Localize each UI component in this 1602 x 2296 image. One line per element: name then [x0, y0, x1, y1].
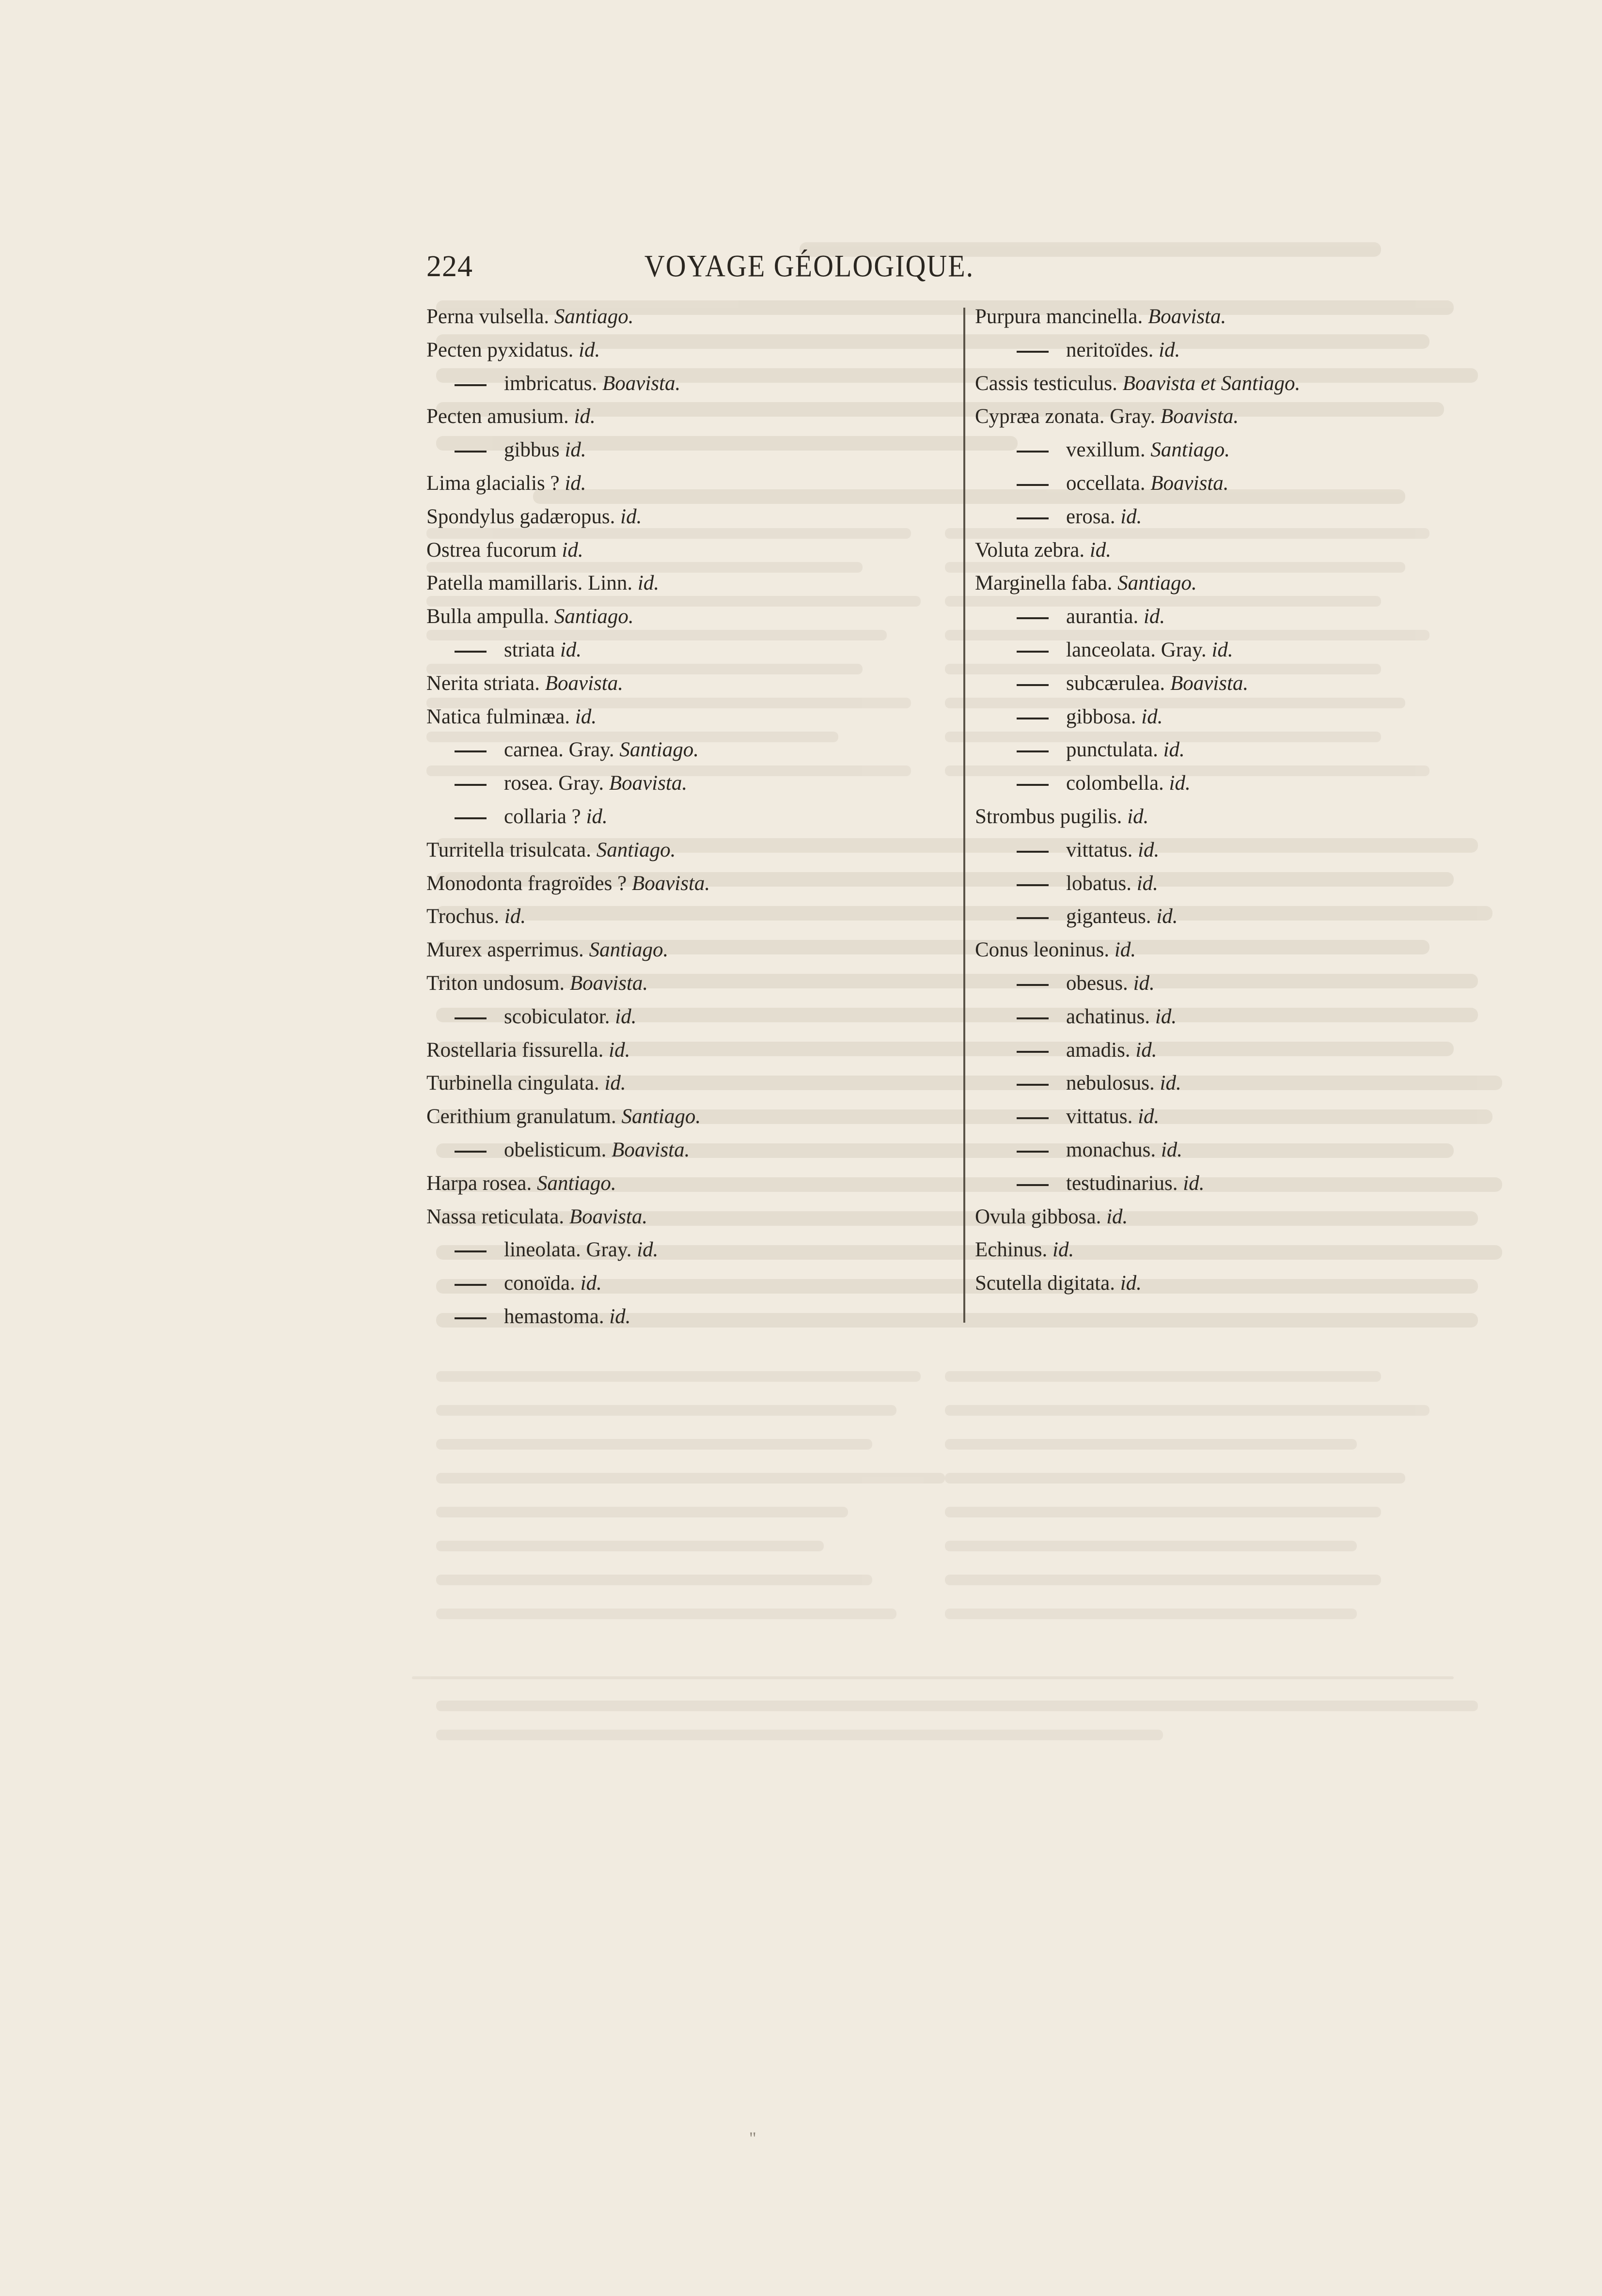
species-name: imbricatus.	[504, 372, 597, 395]
species-entry	[975, 800, 1508, 834]
ditto-dash	[1017, 984, 1049, 986]
species-name: Triton undosum.	[426, 971, 565, 995]
locality: id.	[1169, 772, 1191, 795]
species-entry	[975, 734, 1508, 767]
species-entry	[426, 434, 959, 467]
ditto-dash	[455, 784, 487, 786]
species-entry	[426, 567, 959, 600]
species-name: Trochus.	[426, 905, 500, 928]
locality: id.	[562, 538, 583, 562]
locality: id.	[1127, 805, 1149, 828]
species-name: carnea. Gray.	[504, 738, 614, 762]
ditto-dash	[455, 384, 487, 386]
page-number: 224	[426, 250, 473, 283]
locality: id.	[1052, 1238, 1074, 1262]
species-name: Cypræa zonata. Gray.	[975, 405, 1156, 428]
species-name: Pecten amusium.	[426, 405, 569, 428]
locality: id.	[1183, 1171, 1205, 1195]
species-name: gibbosa.	[1066, 705, 1136, 728]
species-name: Natica fulminæa.	[426, 705, 570, 728]
locality: id.	[637, 1238, 659, 1262]
ditto-dash	[1017, 351, 1049, 353]
species-list-left-column	[426, 300, 959, 1334]
species-entry	[426, 600, 959, 634]
species-entry	[975, 1067, 1508, 1100]
species-entry	[975, 1000, 1508, 1034]
locality: id.	[1136, 872, 1158, 895]
locality: id.	[609, 1038, 630, 1062]
species-entry	[426, 334, 959, 367]
species-name: neritoïdes.	[1066, 338, 1154, 361]
species-name: Cassis testiculus.	[975, 372, 1117, 395]
ditto-dash	[455, 1017, 487, 1019]
locality: Santiago.	[589, 938, 669, 962]
ditto-dash	[455, 1284, 487, 1286]
locality: Boavista.	[612, 1138, 690, 1161]
species-entry	[426, 534, 959, 567]
species-name: Harpa rosea.	[426, 1171, 532, 1195]
species-name: lineolata. Gray.	[504, 1238, 632, 1262]
species-entry	[426, 701, 959, 734]
species-entry	[426, 1000, 959, 1034]
locality: id.	[1133, 971, 1155, 995]
species-list-right-column	[975, 300, 1508, 1300]
locality: id.	[637, 572, 660, 595]
species-entry	[975, 1234, 1508, 1267]
running-title: VOYAGE GÉOLOGIQUE.	[644, 248, 974, 283]
species-name: hemastoma.	[504, 1305, 604, 1328]
species-name: Marginella faba.	[975, 572, 1113, 595]
species-entry	[975, 334, 1508, 367]
species-name: subcærulea.	[1066, 672, 1165, 695]
locality: id.	[586, 805, 608, 828]
species-entry	[975, 1100, 1508, 1134]
species-entry	[426, 1067, 959, 1100]
species-entry	[426, 667, 959, 701]
species-entry	[426, 934, 959, 967]
locality: id.	[1156, 905, 1178, 928]
species-entry	[426, 1034, 959, 1067]
ditto-dash	[455, 750, 487, 752]
species-entry	[975, 534, 1508, 567]
species-entry	[975, 667, 1508, 701]
locality: id.	[604, 1072, 626, 1095]
species-name: giganteus.	[1066, 905, 1151, 928]
species-entry	[426, 1267, 959, 1300]
species-name: Patella mamillaris. Linn.	[426, 572, 633, 595]
species-entry	[975, 467, 1508, 500]
species-name: vittatus.	[1066, 838, 1133, 861]
species-name: Nerita striata.	[426, 672, 540, 695]
species-entry	[426, 734, 959, 767]
column-divider	[963, 308, 965, 1323]
ditto-dash	[1017, 884, 1049, 886]
species-name: Bulla ampulla.	[426, 605, 550, 628]
species-name: achatinus.	[1066, 1005, 1150, 1028]
species-entry	[975, 1167, 1508, 1201]
species-name: Pecten pyxidatus.	[426, 338, 574, 361]
species-entry	[426, 1134, 959, 1167]
locality: Santiago.	[1117, 572, 1197, 595]
ditto-dash	[1017, 1051, 1049, 1053]
locality: id.	[1138, 838, 1160, 861]
locality: id.	[1141, 705, 1163, 728]
species-entry	[975, 300, 1508, 334]
species-entry	[975, 701, 1508, 734]
locality: Santiago.	[554, 305, 634, 328]
species-entry	[426, 867, 959, 901]
locality: id.	[560, 638, 582, 661]
species-name: amadis.	[1066, 1038, 1131, 1062]
species-entry	[975, 900, 1508, 934]
species-name: gibbus	[504, 438, 560, 462]
species-entry	[426, 1201, 959, 1234]
ditto-dash	[1017, 784, 1049, 786]
species-entry	[975, 867, 1508, 901]
locality: Santiago.	[1150, 438, 1230, 462]
locality: id.	[1120, 1272, 1142, 1295]
locality: id.	[579, 338, 600, 361]
locality: Boavista.	[1148, 305, 1226, 328]
species-name: erosa.	[1066, 505, 1115, 528]
species-name: occellata.	[1066, 471, 1146, 495]
species-name: Perna vulsella.	[426, 305, 550, 328]
species-entry	[975, 934, 1508, 967]
species-name: obesus.	[1066, 971, 1128, 995]
species-name: vexillum.	[1066, 438, 1146, 462]
species-name: Strombus pugilis.	[975, 805, 1122, 828]
species-name: Turritella trisulcata.	[426, 838, 591, 861]
species-name: scobiculator.	[504, 1005, 610, 1028]
locality: id.	[1160, 1072, 1181, 1095]
locality: Boavista.	[1170, 672, 1249, 695]
locality: id.	[620, 505, 642, 528]
species-entry	[975, 600, 1508, 634]
ditto-dash	[455, 1250, 487, 1252]
locality: id.	[615, 1005, 637, 1028]
locality: Boavista et Santiago.	[1122, 372, 1301, 395]
species-entry	[975, 500, 1508, 534]
ditto-dash	[455, 451, 487, 453]
ditto-dash	[1017, 517, 1049, 519]
species-entry	[426, 834, 959, 867]
locality: Boavista.	[602, 372, 681, 395]
locality: Santiago.	[554, 605, 634, 628]
locality: id.	[609, 1305, 631, 1328]
species-name: striata	[504, 638, 555, 661]
locality: Boavista.	[609, 772, 688, 795]
species-name: rosea. Gray.	[504, 772, 604, 795]
species-name: Monodonta fragroïdes ?	[426, 872, 627, 895]
locality: id.	[574, 405, 596, 428]
species-name: Murex asperrimus.	[426, 938, 584, 962]
species-entry	[426, 1234, 959, 1267]
species-name: aurantia.	[1066, 605, 1139, 628]
species-name: monachus.	[1066, 1138, 1156, 1161]
footer-mark: "	[749, 2128, 756, 2148]
ditto-dash	[455, 1151, 487, 1153]
species-entry	[975, 434, 1508, 467]
species-name: Echinus.	[975, 1238, 1048, 1262]
ditto-dash	[1017, 750, 1049, 752]
species-name: collaria ?	[504, 805, 581, 828]
species-entry	[975, 634, 1508, 667]
species-name: Purpura mancinella.	[975, 305, 1143, 328]
species-name: Rostellaria fissurella.	[426, 1038, 604, 1062]
locality: id.	[580, 1272, 602, 1295]
species-name: Voluta zebra.	[975, 538, 1085, 562]
species-name: Nassa reticulata.	[426, 1205, 565, 1228]
species-entry	[975, 1134, 1508, 1167]
locality: id.	[1106, 1205, 1128, 1228]
ditto-dash	[1017, 1151, 1049, 1153]
species-entry	[975, 967, 1508, 1000]
locality: Santiago.	[596, 838, 676, 861]
locality: id.	[575, 705, 597, 728]
locality: id.	[1120, 505, 1142, 528]
species-entry	[426, 900, 959, 934]
species-entry	[426, 967, 959, 1000]
species-name: Conus leoninus.	[975, 938, 1110, 962]
ditto-dash	[1017, 851, 1049, 853]
species-name: lanceolata. Gray.	[1066, 638, 1207, 661]
species-entry	[426, 800, 959, 834]
species-name: conoïda.	[504, 1272, 575, 1295]
species-entry	[975, 567, 1508, 600]
species-entry	[426, 500, 959, 534]
locality: id.	[1138, 1105, 1160, 1128]
species-entry	[426, 400, 959, 434]
species-name: vittatus.	[1066, 1105, 1133, 1128]
species-entry	[426, 1100, 959, 1134]
species-name: nebulosus.	[1066, 1072, 1155, 1095]
species-name: Lima glacialis ?	[426, 471, 560, 495]
locality: id.	[504, 905, 526, 928]
ditto-dash	[1017, 1017, 1049, 1019]
locality: Boavista.	[1160, 405, 1239, 428]
species-entry	[426, 300, 959, 334]
species-name: lobatus.	[1066, 872, 1131, 895]
locality: id.	[1159, 338, 1180, 361]
species-entry	[975, 1201, 1508, 1234]
locality: Boavista.	[545, 672, 623, 695]
locality: Santiago.	[537, 1171, 616, 1195]
species-entry	[975, 834, 1508, 867]
locality: id.	[565, 471, 586, 495]
locality: id.	[1143, 605, 1165, 628]
ditto-dash	[1017, 718, 1049, 719]
ditto-dash	[1017, 1117, 1049, 1119]
locality: Boavista.	[1150, 471, 1229, 495]
ditto-dash	[455, 817, 487, 819]
locality: id.	[565, 438, 586, 462]
species-name: Scutella digitata.	[975, 1272, 1115, 1295]
species-name: Ostrea fucorum	[426, 538, 557, 562]
species-entry	[975, 767, 1508, 800]
species-entry	[975, 1267, 1508, 1300]
species-name: obelisticum.	[504, 1138, 607, 1161]
species-name: punctulata.	[1066, 738, 1158, 762]
ditto-dash	[1017, 1184, 1049, 1186]
locality: id.	[1211, 638, 1233, 661]
locality: id.	[1161, 1138, 1183, 1161]
locality: id.	[1089, 538, 1112, 562]
ditto-dash	[1017, 484, 1049, 486]
species-name: Spondylus gadæropus.	[426, 505, 615, 528]
species-entry	[426, 367, 959, 401]
locality: Boavista.	[569, 1205, 648, 1228]
ditto-dash	[1017, 684, 1049, 686]
species-name: Turbinella cingulata.	[426, 1072, 599, 1095]
ditto-dash	[1017, 917, 1049, 919]
species-entry	[426, 467, 959, 500]
species-name: testudinarius.	[1066, 1171, 1178, 1195]
locality: Boavista.	[569, 971, 648, 995]
species-name: Ovula gibbosa.	[975, 1205, 1101, 1228]
species-entry	[426, 767, 959, 800]
species-entry	[426, 634, 959, 667]
locality: id.	[1163, 738, 1185, 762]
locality: id.	[1114, 938, 1136, 962]
species-name: colombella.	[1066, 772, 1164, 795]
species-name: Cerithium granulatum.	[426, 1105, 616, 1128]
ditto-dash	[1017, 651, 1049, 653]
species-entry	[975, 367, 1508, 401]
ditto-dash	[455, 651, 487, 653]
locality: Boavista.	[631, 872, 710, 895]
species-entry	[975, 1034, 1508, 1067]
locality: id.	[1155, 1005, 1177, 1028]
ditto-dash	[1017, 451, 1049, 453]
species-entry	[975, 400, 1508, 434]
species-entry	[426, 1300, 959, 1334]
ditto-dash	[1017, 1084, 1049, 1086]
locality: id.	[1135, 1038, 1157, 1062]
ditto-dash	[455, 1317, 487, 1319]
ditto-dash	[1017, 617, 1049, 619]
locality: Santiago.	[619, 738, 699, 762]
page-header	[426, 250, 1124, 293]
locality: Santiago.	[621, 1105, 701, 1128]
species-entry	[426, 1167, 959, 1201]
